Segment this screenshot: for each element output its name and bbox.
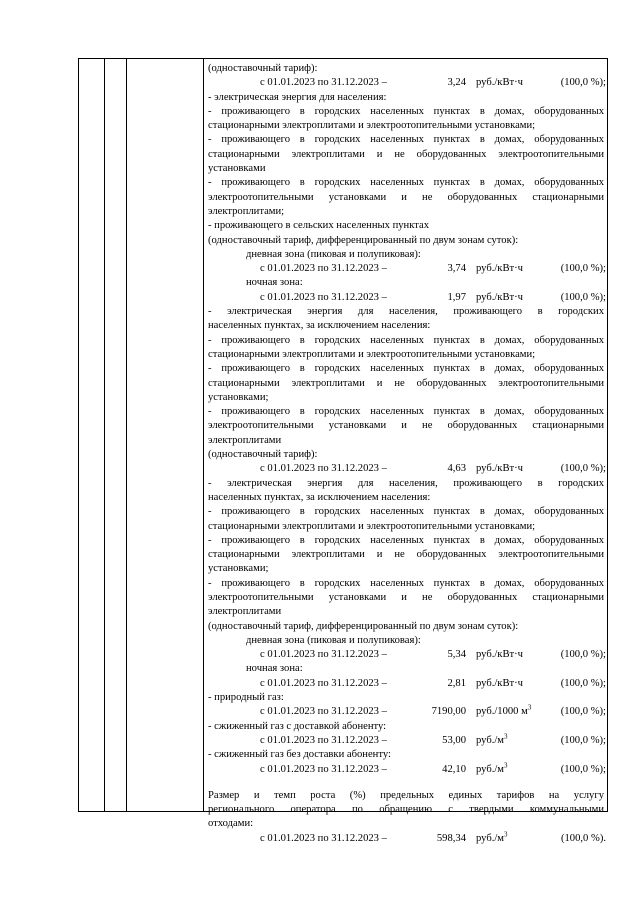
text-line: (одноставочный тариф): (208, 449, 318, 461)
text-line: - проживающего в городских населенных пунктах в домах, оборудованных (208, 534, 604, 546)
unit-superscript: 3 (504, 830, 508, 839)
tariff-row (208, 734, 604, 748)
tariff-value: 3,24 (447, 77, 466, 89)
text-line: - проживающего в городских населенных пунктах в домах, оборудованных (208, 406, 604, 418)
tariff-growth: (100,0 %); (560, 706, 606, 718)
unit-text: руб./м (476, 734, 504, 746)
text-line: ночная зона: (246, 277, 303, 289)
tariff-unit: руб./кВт·ч (476, 649, 523, 661)
tariff-value: 3,74 (447, 263, 466, 275)
tariff-period: с 01.01.2023 по 31.12.2023 – (260, 677, 387, 689)
text-line: - проживающего в городских населенных пунктах в домах, оборудованных (208, 577, 604, 589)
text-line: (одноставочный тариф, дифференцированный по двум зонам суток): (208, 234, 519, 246)
tariff-unit: руб./кВт·ч (476, 291, 523, 303)
tariff-value: 53,00 (442, 734, 466, 746)
tariff-period: с 01.01.2023 по 31.12.2023 – (260, 706, 387, 718)
text-line: электроотопительными установками и не оборудованных стационарными (208, 191, 604, 203)
tariff-value: 1,97 (447, 291, 466, 303)
table-divider-1 (104, 58, 105, 812)
tariff-text-cell (208, 62, 604, 846)
tariff-unit (476, 734, 508, 748)
text-line: стационарными электроплитами и не оборудованных электроотопительными (208, 148, 604, 160)
tariff-unit: руб./кВт·ч (476, 77, 523, 89)
tariff-unit: руб./кВт·ч (476, 263, 523, 275)
text-line: ночная зона: (246, 663, 303, 675)
unit-text: руб./м (476, 763, 504, 775)
text-line: электроотопительными установками и не оборудованных стационарными (208, 420, 604, 432)
text-line: дневная зона (пиковая и полупиковая): (246, 248, 421, 260)
text-line: - проживающего в городских населенных пунктах в домах, оборудованных (208, 177, 604, 189)
text-line: - электрическая энергия для населения, проживающего в городских (208, 306, 604, 318)
text-line: электроплитами (208, 434, 282, 446)
text-line: населенных пунктах, за исключением населения: (208, 320, 431, 332)
table-border-left (78, 58, 79, 812)
text-line: - электрическая энергия для населения: (208, 91, 387, 103)
tariff-unit (476, 763, 508, 777)
table-border-right (607, 58, 608, 812)
text-line: стационарными электроплитами и электроотопительными установками; (208, 520, 536, 532)
table-border-top (78, 58, 608, 59)
tariff-unit (476, 705, 531, 719)
table-divider-3 (203, 58, 204, 812)
tariff-period: с 01.01.2023 по 31.12.2023 – (260, 763, 387, 775)
unit-text: руб./1000 м (476, 706, 528, 718)
unit-superscript: 3 (504, 761, 508, 770)
tariff-growth: (100,0 %); (560, 291, 606, 303)
tariff-value: 598,34 (436, 832, 466, 844)
blank-line (208, 777, 604, 789)
tariff-value: 4,63 (447, 463, 466, 475)
tariff-unit: руб./кВт·ч (476, 463, 523, 475)
text-line: - проживающего в городских населенных пунктах в домах, оборудованных (208, 334, 604, 346)
text-line: электроплитами; (208, 205, 285, 217)
tariff-row (208, 832, 604, 846)
tariff-period: с 01.01.2023 по 31.12.2023 – (260, 649, 387, 661)
text-line: установками; (208, 391, 269, 403)
tariff-row (208, 462, 604, 476)
text-line: - электрическая энергия для населения, проживающего в городских (208, 477, 604, 489)
tariff-value: 5,34 (447, 649, 466, 661)
text-line: стационарными электроплитами и не оборудованных электроотопительными (208, 377, 604, 389)
tariff-row (208, 677, 604, 691)
tariff-period: с 01.01.2023 по 31.12.2023 – (260, 734, 387, 746)
tariff-period: с 01.01.2023 по 31.12.2023 – (260, 263, 387, 275)
text-line: - проживающего в городских населенных пунктах в домах, оборудованных (208, 363, 604, 375)
tariff-value: 2,81 (447, 677, 466, 689)
tariff-row (208, 291, 604, 305)
tariff-growth: (100,0 %); (560, 734, 606, 746)
text-line: регионального оператора по обращению с твердыми коммунальными (208, 804, 604, 816)
text-line: - проживающего в городских населенных пунктах в домах, оборудованных (208, 105, 604, 117)
text-line: стационарными электроплитами и не оборудованных электроотопительными (208, 549, 604, 561)
tariff-row (208, 262, 604, 276)
tariff-growth: (100,0 %). (560, 832, 606, 844)
text-line: стационарными электроплитами и электроотопительными установками; (208, 120, 536, 132)
tariff-growth: (100,0 %); (560, 463, 606, 475)
tariff-row (208, 76, 604, 90)
text-line: установками; (208, 563, 269, 575)
tariff-row (208, 648, 604, 662)
text-line: - проживающего в городских населенных пунктах в домах, оборудованных (208, 506, 604, 518)
table-divider-2 (126, 58, 127, 812)
text-line: Размер и темп роста (%) предельных единых тарифов на услугу (208, 789, 604, 801)
text-line: - сжиженный газ без доставки абоненту: (208, 749, 391, 761)
tariff-period: с 01.01.2023 по 31.12.2023 – (260, 291, 387, 303)
unit-superscript: 3 (527, 703, 532, 712)
tariff-period: с 01.01.2023 по 31.12.2023 – (260, 463, 387, 475)
text-line: (одноставочный тариф, дифференцированный по двум зонам суток): (208, 620, 519, 632)
unit-text: руб./м (476, 832, 504, 844)
text-line: - сжиженный газ с доставкой абоненту: (208, 720, 387, 732)
unit-superscript: 3 (504, 732, 508, 741)
text-line: стационарными электроплитами и электроотопительными установками; (208, 348, 536, 360)
tariff-row (208, 705, 604, 719)
text-line: электроплитами (208, 606, 282, 618)
text-line: - природный газ: (208, 692, 284, 704)
text-line: (одноставочный тариф): (208, 63, 318, 74)
tariff-growth: (100,0 %); (560, 77, 606, 89)
tariff-value: 7190,00 (431, 706, 466, 718)
text-line: дневная зона (пиковая и полупиковая): (246, 634, 421, 646)
tariff-unit: руб./кВт·ч (476, 677, 523, 689)
tariff-growth: (100,0 %); (560, 763, 606, 775)
text-line: - проживающего в городских населенных пунктах в домах, оборудованных (208, 134, 604, 146)
tariff-period: с 01.01.2023 по 31.12.2023 – (260, 77, 387, 89)
tariff-growth: (100,0 %); (560, 263, 606, 275)
text-line: отходами: (208, 818, 254, 830)
tariff-row (208, 763, 604, 777)
text-line: установками (208, 163, 266, 175)
text-line: - проживающего в сельских населенных пунктах (208, 220, 429, 232)
tariff-unit (476, 832, 508, 846)
tariff-growth: (100,0 %); (560, 677, 606, 689)
text-line: населенных пунктах, за исключением населения: (208, 491, 431, 503)
tariff-period: с 01.01.2023 по 31.12.2023 – (260, 832, 387, 844)
text-line: электроотопительными установками и не оборудованных стационарными (208, 591, 604, 603)
tariff-value: 42,10 (442, 763, 466, 775)
tariff-growth: (100,0 %); (560, 649, 606, 661)
